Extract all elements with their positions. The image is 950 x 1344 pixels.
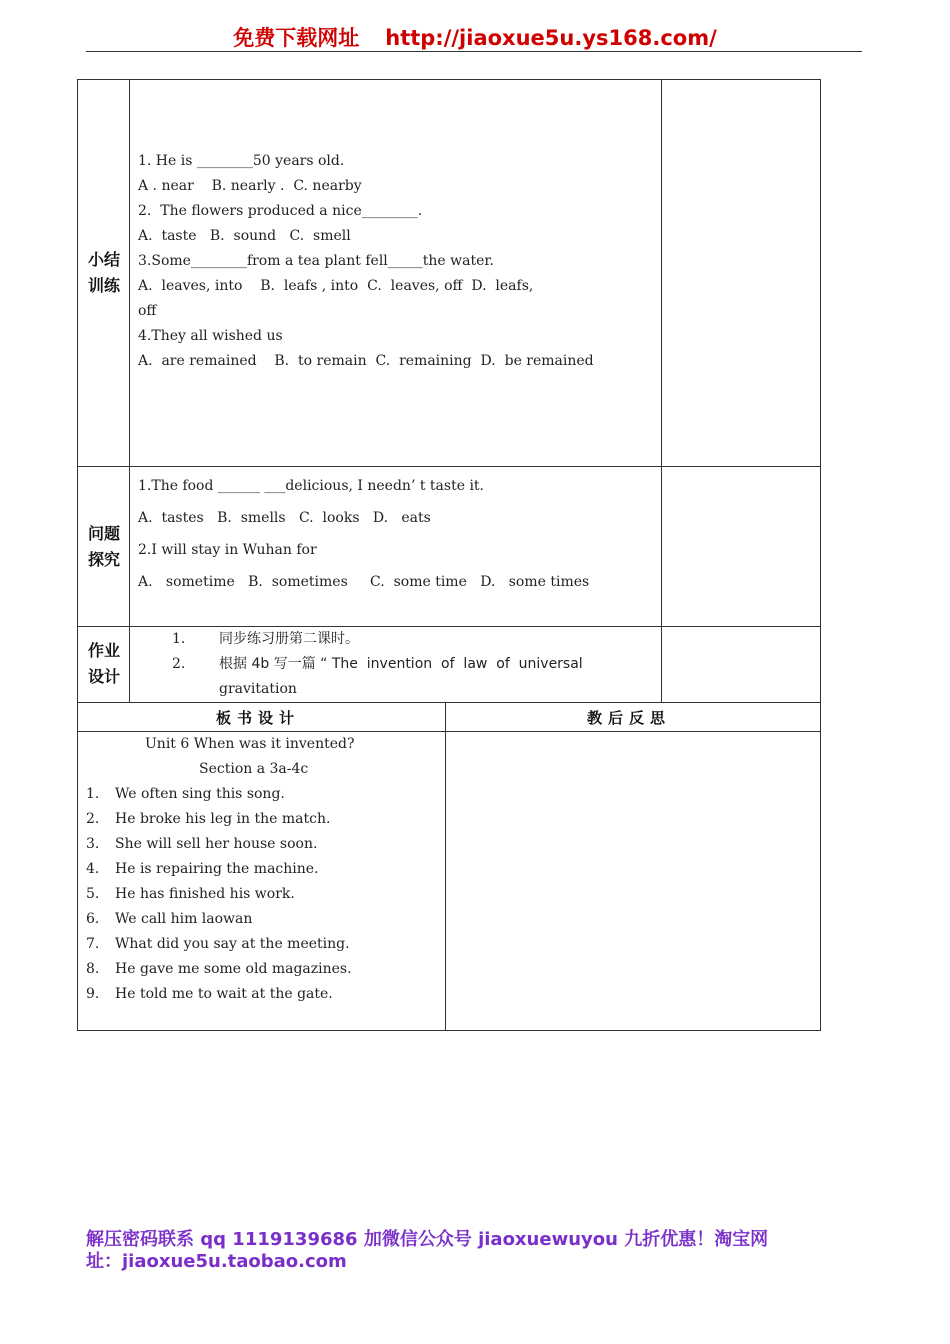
- page-header: [0, 22, 950, 52]
- board-item-number: 3.: [86, 836, 100, 852]
- reflection-heading: 教后反思: [587, 709, 672, 727]
- board-item-number: 2.: [86, 811, 100, 827]
- board-item-text: She will sell her house soon.: [115, 836, 318, 852]
- homework-item-number: 2.: [172, 656, 186, 672]
- summary-line: A. taste B. sound C. smell: [138, 228, 351, 244]
- summary-line: 4.They all wished us: [138, 328, 283, 344]
- inquiry-line: A. sometime B. sometimes C. some time D. some times: [138, 574, 590, 590]
- board-item-text: He gave me some old magazines.: [115, 961, 352, 977]
- board-item-text: We call him laowan: [115, 911, 253, 927]
- summary-line: 2. The flowers produced a nice________.: [138, 203, 423, 219]
- homework-item-text: 根据 4b 写一篇 “ The invention of law of universal: [219, 656, 583, 672]
- footer-contact: 解压密码联系 qq 1119139686 加微信公众号 jiaoxuewuyou 九折优惠！淘宝网: [86, 1229, 769, 1250]
- board-item-text: He told me to wait at the gate.: [115, 986, 333, 1002]
- summary-label: 小结 训练: [87, 250, 120, 295]
- homework-label: 作业 设计: [87, 641, 120, 686]
- summary-content-cell: [130, 79, 662, 467]
- board-heading: 板书设计: [216, 709, 301, 727]
- board-item-number: 7.: [86, 936, 100, 952]
- board-item-number: 1.: [86, 786, 100, 802]
- board-subtitle: Section a 3a-4c: [199, 761, 309, 777]
- inquiry-line: 2.I will stay in Wuhan for: [138, 542, 317, 558]
- homework-item-text: 同步练习册第二课时。: [219, 631, 359, 647]
- board-item-number: 5.: [86, 886, 100, 902]
- header-url-link[interactable]: http://jiaoxue5u.ys168.com/: [385, 26, 717, 50]
- homework-item-text-cont: gravitation: [219, 681, 297, 697]
- board-item-number: 6.: [86, 911, 100, 927]
- inquiry-label: 问题 探究: [87, 524, 120, 569]
- board-item-number: 9.: [86, 986, 100, 1002]
- summary-line: A. are remained B. to remain C. remaining D. be remained: [138, 353, 594, 369]
- board-item-text: He has finished his work.: [115, 886, 295, 902]
- header-divider: [86, 51, 862, 52]
- footer-taobao-link[interactable]: 址：jiaoxue5u.taobao.com: [86, 1251, 347, 1272]
- inquiry-line: 1.The food ______ ___delicious, I needn’ t taste it.: [138, 478, 484, 494]
- summary-line: off: [138, 303, 157, 319]
- board-item-text: He is repairing the machine.: [115, 861, 319, 877]
- summary-line: 1. He is ________50 years old.: [138, 153, 345, 169]
- board-item-text: He broke his leg in the match.: [115, 811, 331, 827]
- board-item-text: What did you say at the meeting.: [115, 936, 350, 952]
- inquiry-line: A. tastes B. smells C. looks D. eats: [138, 510, 431, 526]
- summary-line: A. leaves, into B. leafs , into C. leaves, off D. leafs,: [138, 278, 534, 294]
- summary-line: A . near B. nearly . C. nearby: [138, 178, 362, 194]
- homework-item-number: 1.: [172, 631, 186, 647]
- board-item-text: We often sing this song.: [115, 786, 285, 802]
- board-title: Unit 6 When was it invented?: [145, 736, 355, 752]
- board-item-number: 4.: [86, 861, 100, 877]
- summary-line: 3.Some________from a tea plant fell_____the water.: [138, 253, 494, 269]
- board-item-number: 8.: [86, 961, 100, 977]
- header-label: 免费下载网址: [233, 26, 360, 50]
